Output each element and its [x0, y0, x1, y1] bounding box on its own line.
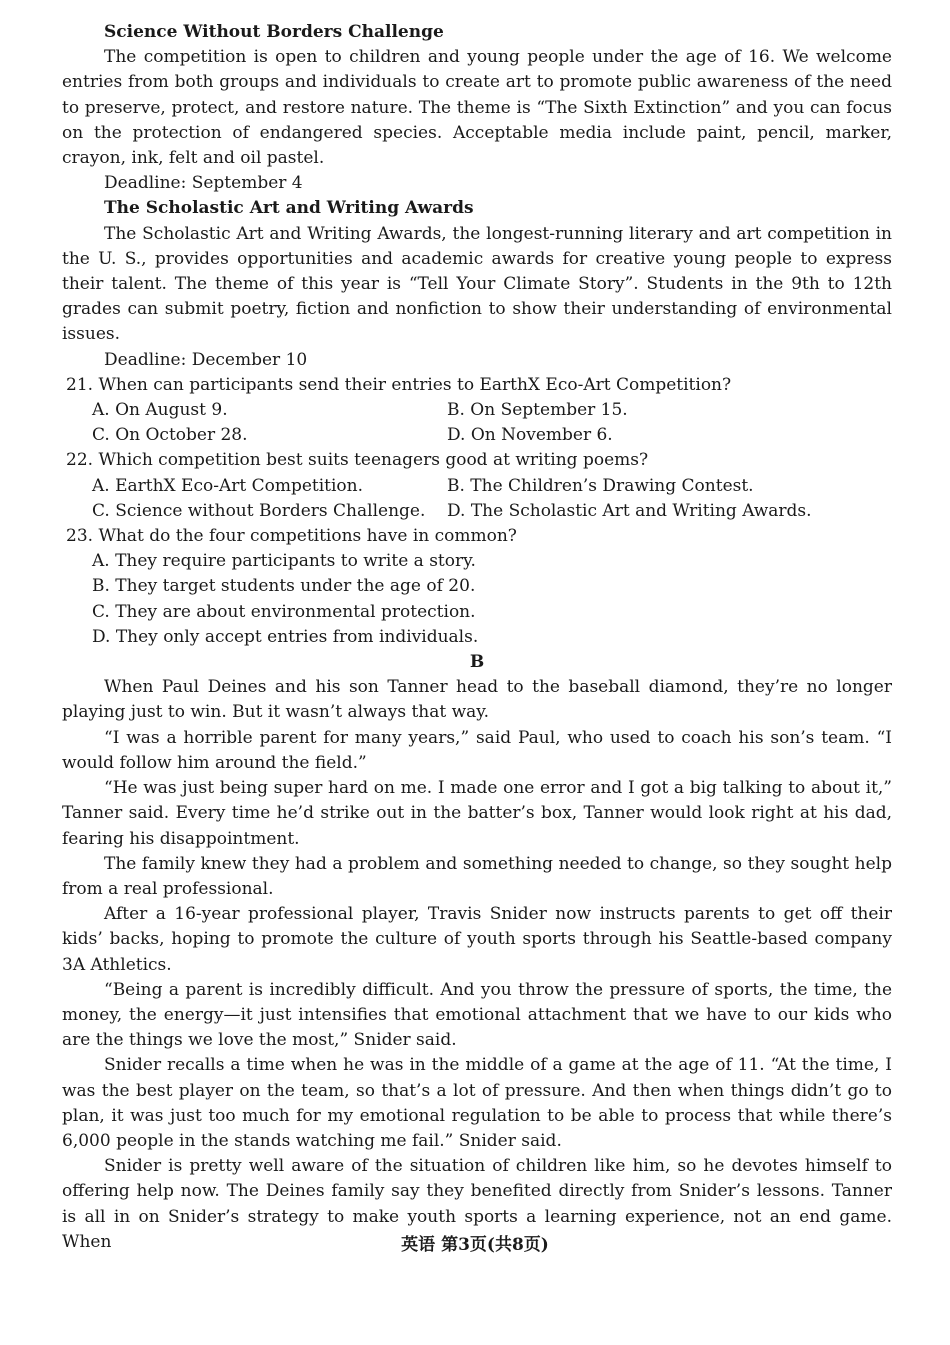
- science-body: The competition is open to children and young people under the age of 16. We welcome entries from both groups and individuals to create art to promote public awareness of the need to preserve, protect, and restore nature. The theme is “The Sixth Extinction” and you can focus on the protection of endangered species. Acceptable media include paint, pencil, marker, crayon, ink, felt and oil pastel.: [62, 47, 892, 169]
- passage-paragraph: Snider recalls a time when he was in the middle of a game at the age of 11. “At the time, I was the best player on the team, so that’s a lot of pressure. And then when things didn’t go to plan, it was just too much for my emotional regulation to be able to process that while there’s 6,000 people in the stands watching me fail.” Snider said.: [62, 1055, 892, 1151]
- option-a: A. On August 9.: [92, 400, 228, 421]
- passage-paragraph: When Paul Deines and his son Tanner head to the baseball diamond, they’re no longer playing just to win. But it wasn’t always that way.: [62, 677, 892, 723]
- question-stem: 23. What do the four competitions have in common?: [66, 526, 517, 547]
- question-22: [62, 448, 892, 524]
- option-c: C. Science without Borders Challenge.: [92, 500, 426, 521]
- passage-paragraph: The family knew they had a problem and something needed to change, so they sought help from a real professional.: [62, 853, 892, 899]
- option-b: B. The Children’s Drawing Contest.: [447, 475, 754, 496]
- question-stem: 22. Which competition best suits teenagers good at writing poems?: [66, 450, 649, 471]
- question-21: [62, 373, 892, 449]
- option-a: A. They require participants to write a story.: [92, 551, 476, 572]
- section-b-heading: B: [469, 652, 485, 673]
- option-d: D. They only accept entries from individuals.: [92, 626, 479, 647]
- passage-paragraph: “Being a parent is incredibly difficult. And you throw the pressure of sports, the time, the money, the energy—it just intensifies that emotional attachment that we have to our kids who are the things we love the most,” Snider said.: [62, 979, 892, 1051]
- option-b: B. On September 15.: [447, 400, 628, 421]
- science-deadline: Deadline: September 4: [104, 173, 303, 194]
- passage-paragraph: Snider is pretty well aware of the situation of children like him, so he devotes himself to offering help now. The Deines family say they benefited directly from Snider’s lessons. Tanner is all in on Snider’s strategy to make youth sports a learning experience, not an end game. When: [62, 1156, 892, 1252]
- science-title: Science Without Borders Challenge: [104, 22, 444, 42]
- option-b: B. They target students under the age of 20.: [92, 576, 476, 597]
- passage-paragraph: “I was a horrible parent for many years,” said Paul, who used to coach his son’s team. “I would follow him around the field.”: [62, 727, 892, 773]
- page-footer: 英语 第3页(共8页): [401, 1235, 549, 1255]
- question-stem: 21. When can participants send their entries to EarthX Eco-Art Competition?: [66, 374, 732, 395]
- option-d: D. On November 6.: [447, 425, 613, 446]
- scholastic-title: The Scholastic Art and Writing Awards: [104, 198, 474, 219]
- scholastic-deadline: Deadline: December 10: [104, 349, 308, 370]
- option-d: D. The Scholastic Art and Writing Awards.: [447, 500, 812, 521]
- question-23: [62, 524, 892, 650]
- passage-paragraph: “He was just being super hard on me. I made one error and I got a big talking to about it,” Tanner said. Every time he’d strike out in the batter’s box, Tanner would look right at his dad, fearing his disappointment.: [62, 778, 892, 849]
- passage-paragraph: After a 16-year professional player, Travis Snider now instructs parents to get off their kids’ backs, hoping to promote the culture of youth sports through his Seattle-based company 3A Athletics.: [62, 904, 892, 975]
- option-a: A. EarthX Eco-Art Competition.: [92, 475, 364, 496]
- scholastic-body: The Scholastic Art and Writing Awards, the longest-running literary and art competition in the U. S., provides opportunities and academic awards for creative young people to express their talent. The theme of this year is “Tell Your Climate Story”. Students in the 9th to 12th grades can submit poetry, fiction and nonfiction to show their understanding of environmental issues.: [62, 223, 892, 345]
- option-c: C. They are about environmental protection.: [92, 601, 476, 622]
- option-c: C. On October 28.: [92, 425, 248, 446]
